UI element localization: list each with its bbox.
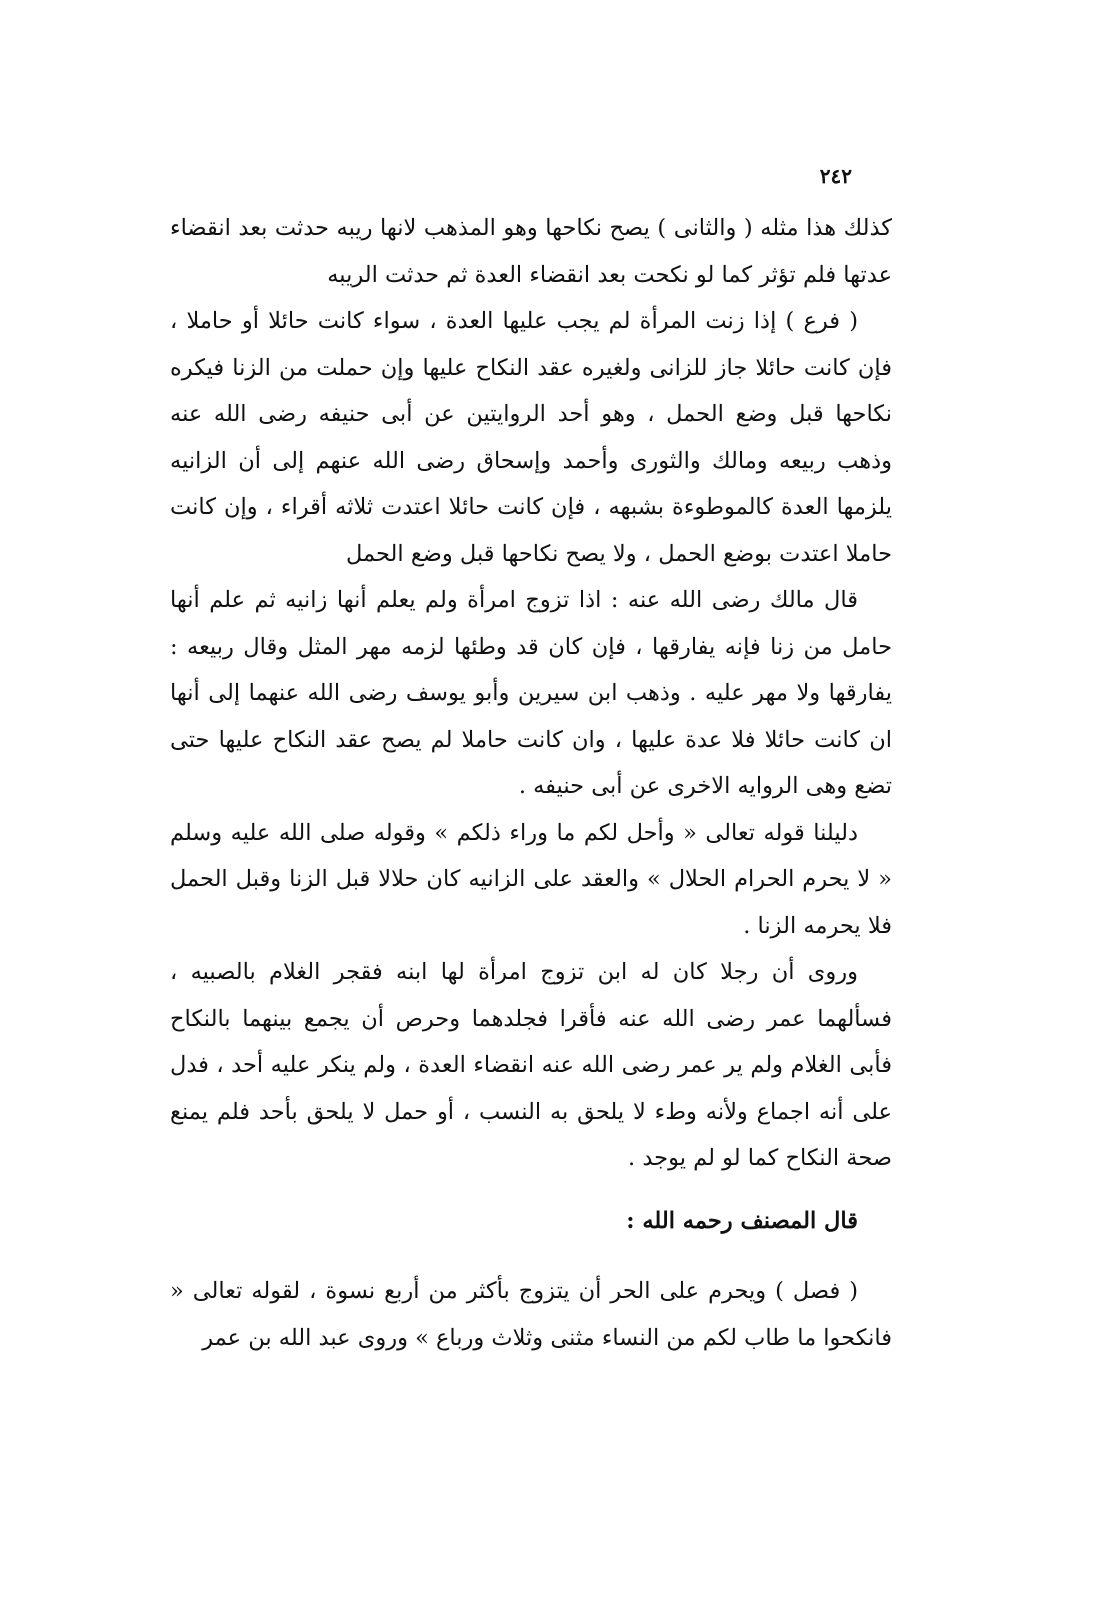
paragraph-continuation: كذلك هذا مثله ( والثانى ) يصح نكاحها وهو المذهب لانها ريبه حدثت بعد انقضاء عدتها فلم تؤثر كما لو نكحت بعد انقضاء العدة ثم حدثت الريبه	[170, 215, 892, 288]
paragraph-malik: قال مالك رضى الله عنه : اذا تزوج امرأة ولم يعلم أنها زانيه ثم علم أنها حامل من زنا فإنه يفارقها ، فإن كان قد وطئها لزمه مهر المثل وقال ربيعه : يفارقها ولا مهر عليه . وذهب ابن سيرين وأبو يوسف رضى الله عنهما إلى أنها ان كانت حائلا فلا عدة عليها ، وان كانت حاملا لم يصح عقد النكاح عليها حتى تضع وهى الروايه الاخرى عن أبى حنيفه .	[170, 587, 892, 799]
page-number: ٢٤٢	[819, 164, 852, 188]
paragraph-dalil: دليلنا قوله تعالى « وأحل لكم ما وراء ذلكم » وقوله صلى الله عليه وسلم « لا يحرم الحرام الحلال » والعقد على الزانيه كان حلالا قبل الزنا وقبل الحمل فلا يحرمه الزنا .	[170, 819, 892, 939]
paragraph-far: ( فرع ) إذا زنت المرأة لم يجب عليها العدة ، سواء كانت حائلا أو حاملا ، فإن كانت حائلا جاز للزانى ولغيره عقد النكاح عليها وإن حملت من الزنا فيكره نكاحها قبل وضع الحمل ، وهو أحد الروايتين عن أبى حنيفه رضى الله عنه وذهب ربيعه ومالك والثورى وأحمد وإسحاق رضى الله عنهم إلى أن الزانيه يلزمها العدة كالموطوءة بشبهه ، فإن كانت حائلا اعتدت ثلاثه أقراء ، وإن كانت حاملا اعتدت بوضع الحمل ، ولا يصح نكاحها قبل وضع الحمل	[170, 308, 892, 567]
body-text	[170, 205, 892, 1361]
paragraph-fasl: ( فصل ) ويحرم على الحر أن يتزوج بأكثر من أربع نسوة ، لقوله تعالى « فانكحوا ما طاب لكم من النساء مثنى وثلاث ورباع » وروى عبد الله بن عمر	[170, 1278, 892, 1351]
section-heading: قال المصنف رحمه الله :	[626, 1207, 858, 1234]
paragraph-riwaya: وروى أن رجلا كان له ابن تزوج امرأة لها ابنه فقجر الغلام بالصبيه ، فسألهما عمر رضى الله عنه فأقرا فجلدهما وحرص أن يجمع بينهما بالنكاح فأبى الغلام ولم ير عمر رضى الله عنه انقضاء العدة ، ولم ينكر عليه أحد ، فدل على أنه اجماع ولأنه وطء لا يلحق به النسب ، أو حمل لا يلحق بأحد فلم يمنع صحة النكاح كما لو لم يوجد .	[170, 959, 892, 1171]
